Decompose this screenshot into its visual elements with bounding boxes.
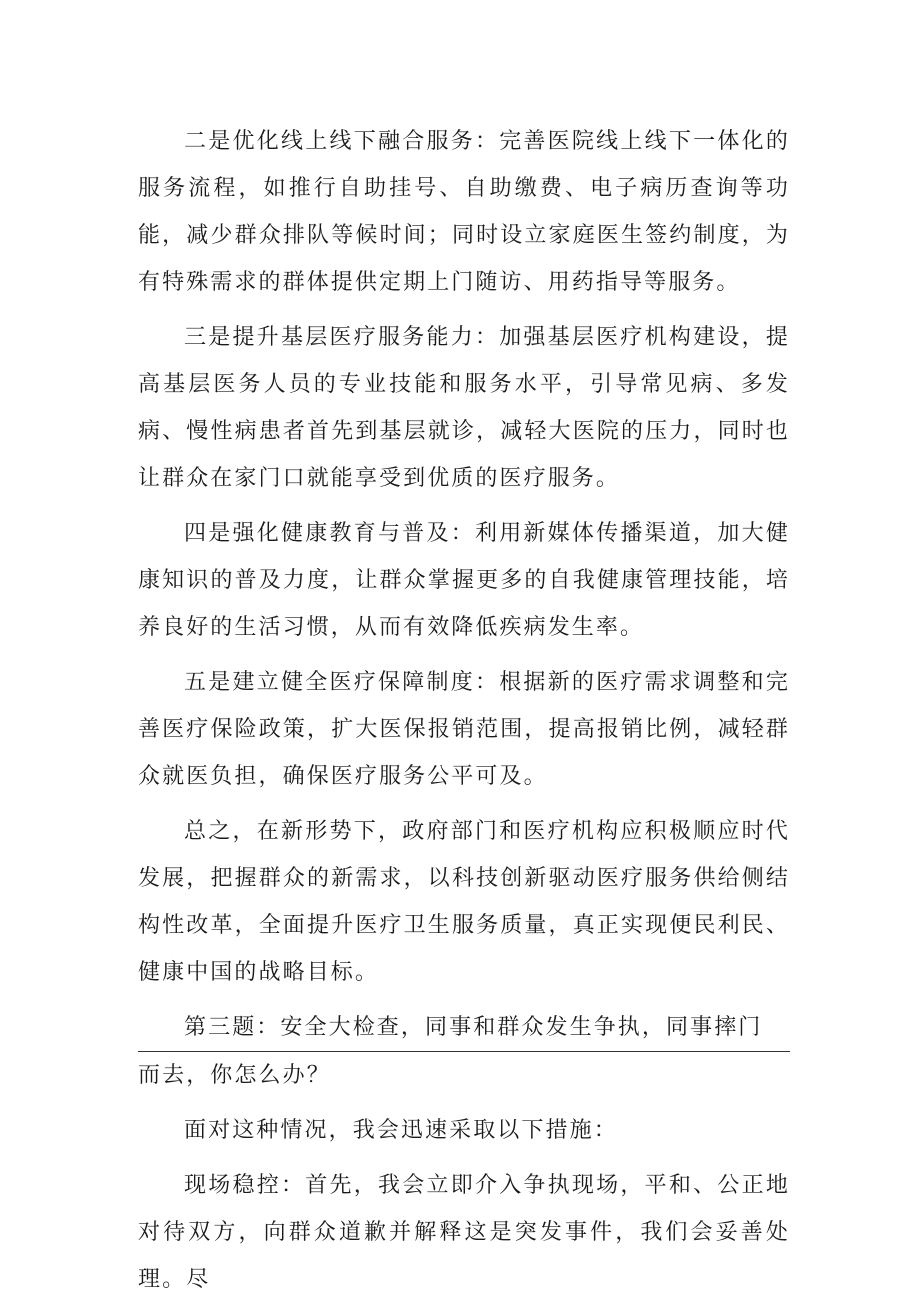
paragraph-online-offline-service: 二是优化线上线下融合服务：完善医院线上线下一体化的服务流程，如推行自助挂号、自助缴费、电子病历查询等功能，减少群众排队等候时间；同时设立家庭医生签约制度，为有特殊需求的群体提供定期上门随访、用药指导等服务。 xyxy=(138,129,790,295)
paragraph-health-education: 四是强化健康教育与普及：利用新媒体传播渠道，加大健康知识的普及力度，让群众掌握更多的自我健康管理技能，培养良好的生活习惯，从而有效降低疾病发生率。 xyxy=(138,521,790,640)
answer-step-on-site-control: 现场稳控：首先，我会立即介入争执现场，平和、公正地对待双方，向群众道歉并解释这是突发事件，我们会妥善处理。尽 xyxy=(138,1173,790,1292)
answer-intro: 面对这种情况，我会迅速采取以下措施： xyxy=(184,1118,618,1143)
question-heading-continued: 而去，你怎么办？ xyxy=(138,1063,331,1088)
paragraph-medical-security: 五是建立健全医疗保障制度：根据新的医疗需求调整和完善医疗保险政策，扩大医保报销范围，提高报销比例，减轻群众就医负担，确保医疗服务公平可及。 xyxy=(138,670,790,789)
paragraph-grassroots-capacity: 三是提升基层医疗服务能力：加强基层医疗机构建设，提高基层医务人员的专业技能和服务水平，引导常见病、多发病、慢性病患者首先到基层就诊，减轻大医院的压力，同时也让群众在家门口就能享受到优质的医疗服务。 xyxy=(138,325,790,491)
question-heading: 第三题：安全大检查，同事和群众发生争执，同事摔门 xyxy=(138,1004,790,1052)
document-body xyxy=(138,118,790,1311)
paragraph-conclusion: 总之，在新形势下，政府部门和医疗机构应积极顺应时代发展，把握群众的新需求，以科技创新驱动医疗服务供给侧结构性改革，全面提升医疗卫生服务质量，真正实现便民利民、健康中国的战略目标。 xyxy=(138,819,790,985)
